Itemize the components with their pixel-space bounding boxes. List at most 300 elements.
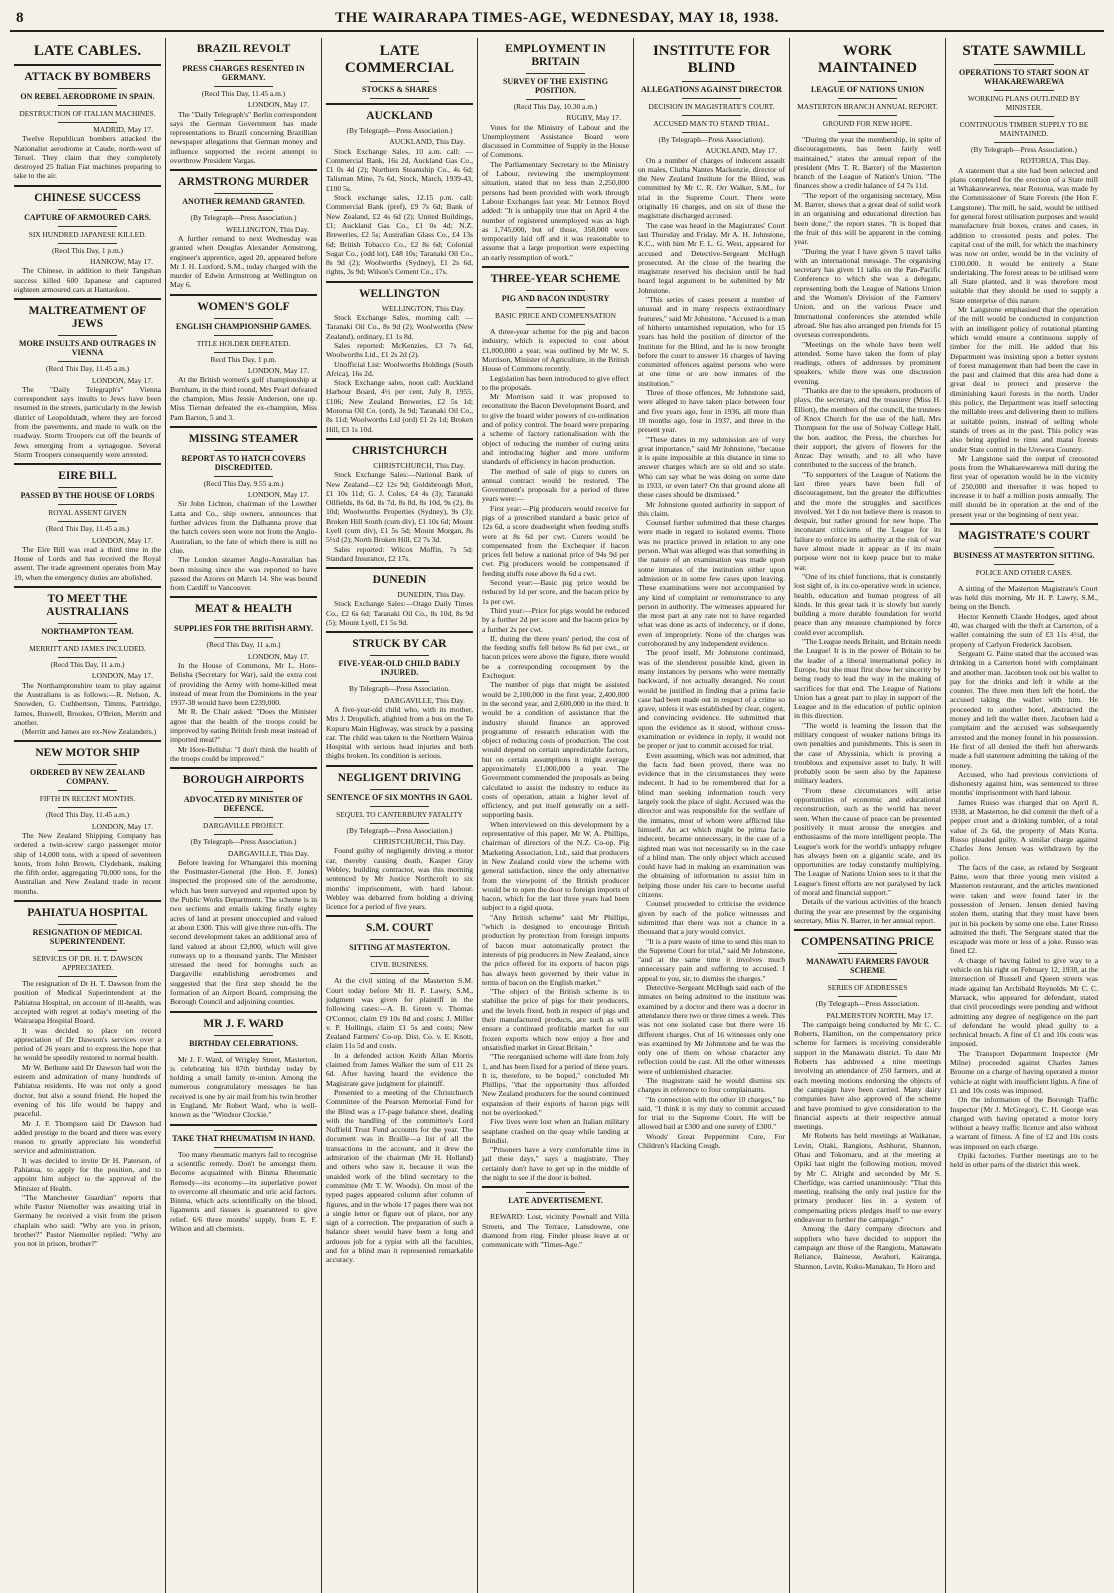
subheadline: STOCKS & SHARES (362, 85, 437, 94)
paragraph: Counsel further submitted that these charges were made in regard to isolated events. There was no practice proved in relation to any one person. What was alleged was that something in the nature of an examination was made upon some inmates of the institution either upon admission or in some few cases upon leaving. These examinations were not accompanied by any kind of complaint or remonstrance to any person in authority. The witnesses appeared for the most part at any rate not to have regarded what was done as acts of indecency, or if done, even of impropriety. None of the charges was corroborated by any independent evidence. (638, 518, 785, 649)
subhead-rule (994, 547, 1053, 548)
dateline: (By Telegraph—Press Association.) (346, 825, 453, 835)
paragraph: Before leaving for Whangarei this morning the Postmaster-General (the Hon. F. Jones) inspected the proposed site of the aerodrome, which has been surveyed and reported upon by the Public Works Department. The scheme is in two sections and entails taking firstly eighty acres of land at present unoccupied and valued at about £300. This will give three run-offs. The second development takes an additional area of land valued at about £2,000, which will give runways up to a thousand yards. The Minister stressed the need for boroughs such as Dargaville establishing aerodromes and suggested that the first step should be the formation of an Airport Board, comprising the Borough Council and adjoining counties. (170, 857, 317, 1007)
paragraph: Second year:—Basic pig price would be reduced by 1d per score, and the bacon price by 1s per cwt. (482, 578, 629, 606)
subhead-rule (214, 86, 273, 87)
paragraph: Detective-Sergeant McHugh said each of the inmates on being admitted to the institute was examined by a doctor and there was a doctor in attendance there two or three times a week. This was not one isolated case but there were 16 different charges. Out of 16 witnesses only one was examined by Mr Johnstone and he was the only one of them on whose character any reflection could be cast. All the other witnesses were of unblemished character. (638, 983, 785, 1076)
headline: STATE SAWMILL (962, 43, 1086, 59)
headline: EMPLOYMENT IN BRITAIN (505, 43, 606, 68)
subhead-rule (994, 116, 1053, 117)
article (326, 43, 473, 99)
placeline: LONDON, May 17. (91, 375, 153, 385)
paragraph: "Any British scheme" said Mr Phillips, "which is designed to encourage British production by protection from foreign imports of bacon must automatically protect the interests of pig producers in New Zealand, since the price offered for its exports of bacon pigs has always been governed by their value in terms of bacon on the English market." (482, 912, 629, 987)
article (326, 915, 473, 1264)
subheadline: DESTRUCTION OF ITALIAN MACHINES. (19, 109, 156, 118)
placeline: LONDON, May 17. (91, 671, 153, 681)
column-5 (634, 38, 790, 1593)
headline: LATE CABLES. (33, 43, 142, 59)
paragraph: On the information of the Borough Traffic Inspector (Mr J. McGregor), C. H. George was charged with having operated a motor lorry without a heavy traffic licence and also without a warrant of fitness. A fine of £2 and 10s costs was imposed on each charge. (950, 1095, 1098, 1151)
paragraph: Votes for the Ministry of Labour and the Unemployment Assistance Board were discussed in Committee of Supply in the House of Commons. (482, 122, 629, 160)
subheadline: MORE INSULTS AND OUTRAGES IN VIENNA (18, 339, 157, 358)
paragraph: "To supporters of the League of Nations the last three years have been full of discouragement, but the greater the difficulties and the more the struggles and sacrifices involved. Yet I do not believe there is reason to despair, but rather ground for new hope. The inconstant criticisms of the League for its failure to enforce its authority at the risk of war have almost made it appear as if its main purpose were not to keep peace but to make war. (794, 469, 941, 572)
subheadline: RESIGNATION OF MEDICAL SUPERINTENDENT. (32, 928, 143, 947)
headline: TO MEET THE AUSTRALIANS (46, 593, 129, 619)
paragraph: Mr W. Bethune said Dr Dawson had won the esteem and admiration of many hundreds of Pahiatua residents. He was not only a good doctor, but also a sound friend. He hoped the evening of his life would be happy and peaceful. (14, 1062, 161, 1119)
subheadline: SENTENCE OF SIX MONTHS IN GAOL (326, 792, 473, 802)
subheadline: TITLE HOLDER DEFEATED. (196, 338, 291, 348)
subheadline: BASIC PRICE AND COMPENSATION (495, 311, 616, 321)
subhead-rule (994, 142, 1053, 143)
subheadline: NORTHAMPTON TEAM. (41, 627, 134, 637)
paragraph: Mr Johnstone quoted authority in support of this claim. (638, 499, 785, 518)
headline: ATTACK BY BOMBERS (24, 71, 151, 83)
subhead-rule (58, 209, 117, 210)
subheadline: SURVEY OF THE EXISTING POSITION. (502, 77, 608, 95)
dateline: (Recd This Day, 11 a.m.) (50, 660, 125, 670)
article-divider (170, 767, 317, 769)
paragraph: Sergeant G. Paine stated that the accused was drinking in a Carterton hotel with complainant and another man. Jacobsen took out his wallet to pay for the drinks and left it while at the counter. The three men then left the hotel, the accused taking the wallet with him. He proceeded to another hotel, abstracted the money and left the wallet there. Jacobsen laid a complaint and the accused was subsequently arrested and the money found in his possession. He first of all denied the theft but afterwards made a full statement admitting the taking of the money. (950, 648, 1098, 770)
subhead-rule (58, 361, 117, 362)
article-divider (170, 1011, 317, 1013)
paragraph: Stock exchange sales, 12.15 p.m. call: Commercial Bank (pref), £9 7s 6d; Bank of New Zealand, £2 4s 6d (2); United Buildings, £1; Auckland Gas Co., £1 0s 4d; N.Z. Breweries, £2 5s; Australian Glass Co., £4 13s 6d; British Tobacco Co., £2 8s 6d; Colonial Sugar Co., (odd lot), £48 10s; Taranaki Oil Co., 8s 9d (2); Woolworths (Sydney), £1 2s 6d, rights, 3s 9d; Wilson's Cement Co., 17s. (326, 193, 473, 277)
paragraph: Too many rheumatic martyrs fail to recognise a scientific remedy. Don't be amongst them. Become acquainted with Binma Rheumatic Remedy—its economy—its superlative power to overcome all rheumatic and uric acid factors. Binma, which acts scientifically on the blood, ligaments and tissues is guaranteed to give relief. 6/6 three months' supply, from E. F. Wilson and all chemists. (170, 1149, 317, 1234)
headline: COMPENSATING PRICE (800, 936, 934, 949)
paragraph: "These dates in my submission are of very great importance," said Mr Johnstone, "because it is quite impossible at this distance in time to answer charges which are so old and so stale. Who can say what he was doing on some date in 1933, or even later? On that ground alone all these cases should be dismissed." (638, 434, 785, 500)
headline: WOMEN'S GOLF (197, 300, 290, 313)
subheadline: ALLEGATIONS AGAINST DIRECTOR (641, 85, 782, 94)
subhead-rule (526, 99, 585, 100)
masthead (10, 8, 1104, 32)
placeline: LONDON, May 17. (247, 100, 309, 110)
paragraph: Three of those offences, Mr Johnstone said, were alleged to have taken place between four and five years ago, four in 1936, all more than 18 months ago, four in 1937, and three in the present year. (638, 388, 785, 435)
paragraph: The magistrate said he would dismiss six charges in reference to four complainants. (638, 1075, 785, 1095)
paragraph: Accused, who had previous convictions of dishonesty against him, was sentenced to three months' imprisonment with hard labour. (950, 769, 1098, 798)
subheadline: SERIES OF ADDRESSES (827, 983, 908, 993)
paragraph: Opiki factories. Further meetings are to be held in other parts of the district this week. (950, 1150, 1098, 1170)
paragraph: Presented to a meeting of the Christchurch Committee of the Pearson Memorial Fund for the Blind was a 17-page balance sheet, dealing with the handling of the committee's Lord Nuffield Trust Fund accounts for the year. The document was in Braille—a list of all the transactions in the account, and it drew the admiration of the chairman (Mr H. Holland) and others who saw it, because it was the unaided work of the blind secretary to the committee (Mr T. W. Woods). On most of the typed pages appeared column after column of figures, and in the whole 17 pages there was not a single letter or figure out of place, nor any sign of a correction. The preparation of such a balance sheet would have been a long and arduous job for a typist with all the faculties, and for a blind man it represented remarkable accuracy. (326, 1087, 473, 1265)
subhead-rule (58, 640, 117, 641)
dateline: (Recd This Day, 11.45 a.m.) (45, 364, 130, 374)
article (170, 169, 317, 289)
article (170, 294, 317, 422)
article (326, 438, 473, 563)
subheadline: TAKE THAT RHEUMATISM IN HAND. (172, 1133, 315, 1143)
subhead-rule (214, 1147, 273, 1148)
subhead-rule (214, 352, 273, 353)
headline: BRAZIL REVOLT (196, 43, 291, 55)
subhead-rule (214, 476, 273, 477)
paragraph: In a defended action Keith Allan Morris claimed from James Walker the sum of £11 2s 6d. After having heard the evidence the Magistrate gave judgment for plaintiff. (326, 1050, 473, 1088)
dateline: (Recd This Day, 1 p.m.) (51, 245, 124, 255)
article (14, 900, 161, 1249)
subhead-rule (58, 88, 117, 89)
paragraph: A charge of having failed to give way to a vehicle on his right on February 12, 1938, at the intersection of Russell and Queen streets was made against Ian Archibald Reynolds. Mr C. C. Marsack, who appeared for defendant, stated that civil proceedings were pending and without admitting any degree of negligence on the part of defendant he would plead guilty to a technical breach. A fine of £1 and 10s costs was imposed. (950, 955, 1098, 1049)
paragraph: Legislation has been introduced to give effect to the proposals. (482, 373, 629, 392)
placeline: WELLINGTON, This Day. (225, 224, 309, 234)
paragraph: The Eire Bill was read a third time in the House of Lords and has received the Royal assent. The trade agreement operates from May 19, when the emergency duties are abolished. (14, 544, 161, 582)
subheadline: REPORT AS TO HATCH COVERS DISCREDITED. (181, 453, 306, 472)
article-divider (482, 266, 629, 268)
article-divider (14, 64, 161, 66)
paragraph: The method of sale of pigs to curers on annual contract would be restored. The Government's proposals for a period of three years were:— (482, 466, 629, 504)
paragraph: Found guilty of negligently driving a motor car, thereby causing death, Kasper Gray Webley, building contractor, was this morning sentenced by Mr Justice Northcroft to six months' imprisonment, with hard labour. Webley was debarred from holding a driving licence for a period of five years. (326, 846, 473, 912)
subhead-rule (838, 979, 897, 980)
article (950, 43, 1098, 519)
paragraph: "During the year the membership, in spite of discouragements, has been fairly well maintained," states the annual report of the president (Mrs T. R. Barrer) of the Masterton branch of the League of Nation's Union. "The finances show a credit balance of £4 7s 11d. (794, 135, 941, 191)
article-divider (170, 596, 317, 598)
headline: NEGLIGENT DRIVING (337, 771, 462, 784)
article-divider (14, 586, 161, 588)
subheadline: SIX HUNDRED JAPANESE KILLED. (28, 229, 147, 239)
column-4 (478, 38, 634, 1593)
subheadline: SEQUEL TO CANTERBURY FATALITY (336, 809, 463, 819)
paragraph: Five lives were lost when an Italian military seaplane crashed on the quay while landing at Brindisi. (482, 1117, 629, 1145)
subhead-rule (214, 1052, 273, 1053)
paragraph: Stock Exchange Sales, 10 a.m. call: —Commercial Bank, 16s 2d, Auckland Gas Co., £1 0s 4d (2); Northern Steamship Co., 4s 6d; Talisman Mine, 7s 6d, Stock, March, 1939-43, £100 5s. (326, 146, 473, 193)
subhead-rule (370, 789, 429, 790)
subhead-rule (682, 115, 741, 116)
article (14, 64, 161, 181)
article (14, 185, 161, 294)
paragraph: Twelve Republican bombers attacked the Nationalist aerodrome at Caude, north-west of Teruel. They claim that they completely destroyed 25 Italian Fiat machines preparing to take to the air. (14, 134, 161, 181)
paragraph: A sitting of the Masterton Magistrate's Court was held this morning, Mr H. P. Lawry, S.M., being on the Bench. (950, 583, 1098, 612)
subhead-rule (370, 973, 429, 974)
paragraph: Mr Hore-Belisha: "I don't think the health of the troops could be improved." (170, 744, 317, 763)
placeline: LONDON, May 17. (247, 490, 309, 500)
paragraph: The resignation of Dr H. T. Dawson from the position of Medical Superintendent at the Pahiatua Hospital, on account of ill-health, was accepted with regret at today's meeting of the Wairarapa Hospital Board. (14, 979, 161, 1026)
subhead-rule (214, 1035, 273, 1036)
dateline: (Recd This Day, 9.55 a.m.) (203, 478, 284, 488)
subhead-rule (370, 655, 429, 656)
placeline: DUNEDIN, This Day. (397, 590, 465, 600)
paragraph: Among the dairy company directors and suppliers who have decided to support the campaign are those of the Rangiotu, Manawatu Reliance, Bainesse, Awahuri, Kairanga, Shannon, Levin, Kuku-Manakau, Te Horo and (794, 1224, 941, 1271)
paragraph: Mr Langstone said the output of creosoted posts from the Whakarewarewa mill during the first year of operation would be in the vicinity of 250,000 and thereafter it was hoped to increase it to half a million posts annually. The mill should be in operation at the end of the present year or the beginning of next year. (950, 453, 1098, 519)
article (326, 631, 473, 760)
paragraph: Hector Kenneth Claude Hodges, aged about 40, was charged with the theft at Carterton, of a wallet containing the sum of £3 11s 4½d, the property of Carlyon Frederick Jacobsen. (950, 611, 1098, 649)
column-7 (946, 38, 1102, 1593)
subhead-rule (214, 60, 273, 61)
article (170, 426, 317, 593)
subhead-rule (838, 132, 897, 133)
subheadline: OPERATIONS TO START SOON AT WHAKAREWAREWA (959, 68, 1089, 86)
subhead-rule (370, 81, 429, 82)
paragraph: REWARD: Lost, vicinity Pownall and Villa Streets, and The Terrace, Lansdowne, one diamond from ring. Finder please leave at or communicate with "Times-Age." (482, 1212, 629, 1250)
paragraph: The Transport Department Inspector (Mr Milne) proceeded against Charles James Broome on a charge of having operated a motor vehicle at night with insufficient lights. A fine of £1 and 10s costs was imposed. (950, 1048, 1098, 1095)
subheadline: PRESS CHARGES RESENTED IN GERMANY. (182, 64, 305, 82)
paragraph: On a number of charges of indecent assault on males, Clutha Nantes Mackenzie, director of the New Zealand Institute for the Blind, was committed by Mr C. R. Orr Walker, S.M., for trial in the Supreme Court. There were originally 16 charges, and on six of these the magistrate discharged accused. (638, 155, 785, 221)
paragraph: "The reorganised scheme will date from July 1, and has been fixed for a period of three years. It is, therefore, to be hoped," concluded Mr Phillips, "that the opportunity thus afforded New Zealand producers for the sound continued expansion of their exports of bacon pigs will not be overlooked." (482, 1052, 629, 1117)
article-divider (14, 740, 161, 742)
article (170, 1124, 317, 1234)
paragraph: Sales reported: McKenzies, £3 7s 6d, Woolworths Ltd., £1 2s 2d (2). (326, 340, 473, 360)
placeline: AUCKLAND, May 17. (705, 146, 777, 156)
article-divider (326, 567, 473, 569)
paragraph: "The world is learning the lesson that the military conquest of weaker nations brings its own penalties and punishments. This is seen in the case of Abyssinia, which is proving a troublous and expensive asset to Italy. It will probably soon be seen also by the Japanese military leaders. (794, 720, 941, 786)
subhead-rule (214, 620, 273, 621)
subheadline: DARGAVILLE PROJECT. (202, 821, 285, 831)
paragraph: The facts of the case, as related by Sergeant Paine, were that three young men visited a Masterton restaurant, and the articles mentioned were taken and were found later in the possession of Jensen. Jensen denied having stolen them, stating that they must have been put in his pockets by some one else. Later Russo admitted the theft. The Sergeant stated that the escapade was more or less of a joke. Russo was fined £2. (950, 862, 1098, 956)
article (14, 298, 161, 459)
subhead-rule (58, 976, 117, 977)
article-divider (14, 185, 161, 187)
headline: MISSING STEAMER (188, 432, 299, 445)
paragraph: At the British women's golf championship at Burnham, in the third round, Mrs Pearl defeated the champion, Miss Jessie Anderson, one up. Miss Tiernan defeated the ex-champion, Miss Pam Barton, 5 and 3. (170, 375, 317, 422)
paragraph: The "Daily Telegraph's" Vienna correspondent says insults to Jews have been resumed in the streets, particularly in the Jewish district of Leopoldstadt, where they are forced from the pavements, and made to walk on the roadway. Storm Troopers cut off the beards of Jews emerging from a synagogue. Several Storm Troopers consequently were arrested. (14, 384, 161, 459)
article (14, 43, 161, 60)
subheadline: GROUND FOR NEW HOPE. (822, 119, 913, 128)
subhead-rule (58, 105, 117, 106)
paragraph: Mr R. De Chair asked: "Does the Minister agree that the health of the troops could be improved by eating British fresh meat instead of imported meat?" (170, 707, 317, 745)
paragraph: Unofficial List: Woolworths Holdings (South Africa), 16s 2d. (326, 359, 473, 378)
placeline: CHRISTCHURCH, This Day. (373, 460, 465, 470)
article (794, 43, 941, 925)
paragraph: "This series of cases present a number of unusual and in many respects extraordinary features," said Mr Johnstone. "Accused is a man of hitherto untarnished reputation, who for 15 years has held the position of director of the Institute for the Blind, and he is now brought before the court to answer 16 charges of having committed offences against persons who were at one time or are now inmates of the institution." (638, 295, 785, 388)
article-divider (482, 1186, 629, 1188)
article-divider (170, 169, 317, 171)
headline: BOROUGH AIRPORTS (182, 774, 305, 787)
paragraph: Stock Exchange Sales:—Otago Daily Times Co., £2 6s 6d; Taranaki Oil Co., 8s 10d, 8s 9d (5); Mount Lyell, £1 5s 9d. (326, 599, 473, 628)
headline: MR J. F. WARD (203, 1017, 284, 1030)
subhead-rule (370, 806, 429, 807)
headline: PAHIATUA HOSPITAL (27, 907, 148, 920)
subheadline: CIVIL BUSINESS. (370, 960, 429, 970)
placeline: AUCKLAND, This Day. (389, 137, 465, 147)
paragraph: The number of pigs that might be assisted would be 2,100,000 in the first year, 2,400,000 in the second year, and 2,600,000 in the third. It would be a condition of assistance that the industry should finance an approved programme of research education with the object of reducing costs of production. The cost would depend on certain unpredictable factors, but on certain assumptions it might average approximately £1,000,000 a year. The Government commended the proposals as being calculated to assist the industry to reduce its costs of operation, attain a higher level of efficiency, and put itself generally on a self-supporting basis. (482, 680, 629, 820)
paragraph: Mr J. F. Thompson said Dr Dawson had added prestige to the board and there was every reason to greatly appreciate his wonderful service and administration. (14, 1118, 161, 1156)
article (638, 43, 785, 1150)
paragraph: James Russo was charged that on April 8, 1938, at Masterton, he did commit the theft of a pepper cruet and a drinking tumbler, of a total value of 2s 6d, the property of Mats Kurta. Russo pleaded guilty. A similar charge against Charles Jens Jensen was withdrawn by the police. (950, 797, 1098, 863)
subhead-rule (526, 307, 585, 308)
subhead-rule (838, 81, 897, 82)
subhead-rule (214, 1130, 273, 1131)
columns (10, 38, 1104, 1593)
headline: ARMSTRONG MURDER (178, 176, 309, 189)
paragraph: A five-year-old child who, with its mother, Mrs J. Dropulich, alighted from a bus on the Te Kopuru Main Highway, was struck by a passing car. The child was taken to the Northern Wairoa Hospital with serious head injuries and both thighs broken. Its condition is serious. (326, 704, 473, 761)
headline: LATE COMMERCIAL (344, 43, 455, 76)
dateline: (By Telegraph—Press Association. (815, 999, 920, 1009)
article (14, 740, 161, 896)
subhead-rule (58, 487, 117, 488)
subheadline: MERRITT AND JAMES INCLUDED. (29, 644, 146, 654)
article (326, 281, 473, 434)
subhead-rule (526, 1209, 585, 1210)
paragraph: Mr Roberts has held meetings at Waikanae, Levin, Otaki, Rangiotu, Ashhurst, Shannon, Ohau and Tokomaru, and at the meeting at Opiki last night the following motion, moved by Mr C. Alright and seconded by Mr S. Cherlidge, was carried unanimously: "That this meeting, realising the only real justice for the primary producer lies in a system of compensating prices pledges itself to use every endeavour to further the campaign." (794, 1131, 941, 1225)
subheadline: ORDERED BY NEW ZEALAND COMPANY. (30, 768, 145, 787)
paragraph: Details of the various activities of the branch during the year are presented by the organising secretary, Miss N. Barrer, in her annual report. (794, 897, 941, 925)
headline: MAGISTRATE'S COURT (958, 529, 1090, 542)
subhead-rule (58, 335, 117, 336)
placeline: DARGAVILLE, This Day. (383, 695, 465, 705)
subhead-rule (370, 681, 429, 682)
subhead-rule (838, 996, 897, 997)
article (482, 43, 629, 262)
subhead-rule (994, 564, 1053, 565)
article (326, 103, 473, 277)
article (170, 1011, 317, 1120)
article-divider (326, 915, 473, 917)
paragraph: The Chinese, in addition to their Tangshan success killed 600 Japanese and captured eighteen armoured cars at Hantaokou. (14, 266, 161, 294)
subheadline: CAPTURE OF ARMOURED CARS. (24, 212, 151, 222)
paragraph: Mr Langstone emphasised that the operation of the mill would be conducted in conjunction with an intelligent policy of rotational planting which would ensure a continuous supply of timber for the mill. He added that his Department was insisting upon a better system of forest management than had been the case in the past and claimed that this area had done a great deal to protect and preserve the diminishing kauri forests in the north. Under this policy, the Department was itself selecting the millable trees and delivering them to millers at suitable points, instead of selling whole stands of trees as in the past. This policy was also being applied to rimu and matai forests under State control in the Urewera Country. (950, 305, 1098, 454)
subheadline: ACCUSED MAN TO STAND TRIAL. (653, 119, 770, 128)
article-divider (170, 294, 317, 296)
article-divider (170, 1124, 317, 1126)
article-divider (326, 281, 473, 283)
subheadline: DECISION IN MAGISTRATE'S COURT. (648, 102, 775, 111)
paragraph: "It is a pure waste of time to send this man to the Supreme Court for trial," said Mr Johnstone, "and at the same time it involves much unnecessary pain and suffering to accused. I appeal to you, sir, to dismiss the charges." (638, 936, 785, 983)
subhead-rule (838, 115, 897, 116)
placeline: DARGAVILLE, This Day. (227, 848, 309, 858)
subhead-rule (58, 790, 117, 791)
subhead-rule (58, 623, 117, 624)
paragraph: "Prisoners have a very comfortable time in jail these days," says a magistrate. They certainly don't have to get up in the middle of the night to see if the door is bolted. (482, 1145, 629, 1183)
subhead-rule (58, 950, 117, 951)
headline: S.M. COURT (365, 922, 433, 935)
headline: MALTREATMENT OF JEWS (28, 305, 147, 331)
dateline: (By Telegraph—Press Association). (658, 135, 765, 144)
headline: INSTITUTE FOR BLIND (652, 43, 771, 76)
subhead-rule (214, 210, 273, 211)
paragraph: (Merritt and James are ex-New Zealanders.) (22, 727, 157, 737)
placeline: RUGBY, May 17. (566, 113, 621, 123)
article-divider (326, 631, 473, 633)
paragraph: Stock Exchange sales, noon call: Auckland Harbour Board, 4½ per cent, July 8, 1955, £106; New Zealand Breweries, £2 5s 1d; Motorua Oil Co. (ord), 3s 9d; Taranaki Oil Co., 8s 11d; Woolworths Ltd (ord) £1 2s 1d; Broken Hill, £3 1s 10d. (326, 378, 473, 434)
subhead-rule (214, 335, 273, 336)
paragraph: Counsel proceeded to criticise the evidence given by each of the police witnesses and submitted that there was not a chance in a thousand that a jury would convict. (638, 899, 785, 937)
subhead-rule (994, 64, 1053, 65)
subhead-rule (58, 243, 117, 244)
dateline: (Recd This Day, 11.45 a.m.) (201, 89, 286, 98)
paragraph: A three-year scheme for the pig and bacon industry, which is expected to cost about £1,000,000 a year, was outlined by Mr W. S. Morrison, Minister of Agriculture, in the British House of Commons recently. (482, 327, 629, 374)
subhead-rule (370, 98, 429, 99)
paragraph: "In connection with the other 10 charges," he said, "I think it is my duty to commit accused for trial to the Supreme Court. He will be allowed bail at £300 and one surety of £300." (638, 1094, 785, 1132)
paragraph: It was decided to invite Dr H. Paterson, of Pahiatua, to apply for the position, and to appoint him subject to the approval of the Minister of Health. (14, 1155, 161, 1193)
paragraph: The New Zealand Shipping Company has ordered a twin-screw cargo passenger motor ship of 14,000 tons, with a speed of seventeen knots, from John Brown, Clydebank, making the fifth order, aggregating 70,000 tons, for the Australian and New Zealand trade in recent months. (14, 830, 161, 896)
subhead-rule (682, 132, 741, 133)
article (482, 1186, 629, 1249)
paragraph: Stock Exchange Sales:—National Bank of New Zealand—£2 12s 9d; Goldsbrough Mort, £1 10s 11d; G. J. Coles, £4 4s (3); Taranaki Oilfields, 8s 6d, 8s 7d, 8s 8d, 8s 10d, 9s (2), 8s 10d; Woolworths Properties (Sydney), 9s (3); Broken Hill South (cum div), £1 10s 6d; Mount Lyell (cum div), £1 5s 5d; Mount Morgan, 8s 5½d (2); North Broken Hill, £2 7s 3d. (326, 470, 473, 545)
subheadline: SITTING AT MASTERTON. (349, 943, 450, 953)
subheadline: LATE ADVERTISEMENT. (508, 1196, 603, 1206)
headline: EIRE BILL (58, 470, 117, 483)
subhead-rule (994, 90, 1053, 91)
paragraph: It was decided to place on record appreciation of Dr Dawson's services over a period of 26 years and to express the hope that he would be speedily restored to normal health. (14, 1025, 161, 1063)
paragraph: The Northamptonshire team to play against the Australians is as follows:—R. Nelson, A. Snowden, G. Cuthbertson, Timms, Partridge, James, Buswell, Brookes, O'Brien, Merritt and another. (14, 680, 161, 727)
article (14, 463, 161, 582)
paragraph: The London steamer Anglo-Australian has been missing since she was reported to have passed the Azores on March 14. She was bound from Cardiff to Vancouver. (170, 555, 317, 593)
article (170, 596, 317, 763)
placeline: LONDON, May 17. (91, 821, 153, 831)
subhead-rule (58, 226, 117, 227)
subhead-rule (214, 834, 273, 835)
subheadline: FIVE-YEAR-OLD CHILD BADLY INJURED. (338, 659, 461, 678)
subheadline: ENGLISH CHAMPIONSHIP GAMES. (175, 321, 312, 331)
paragraph: "The Manchester Guardian" reports that while Pastor Niemoller was awaiting trial in Germany he received a visit from the prison chaplain who said: "Why are you in prison, brother?" Pastor Niemoller replied: "Why are you not in prison, brother?" (14, 1192, 161, 1249)
subhead-rule (214, 791, 273, 792)
article-divider (950, 523, 1098, 525)
subheadline: SUPPLIES FOR THE BRITISH ARMY. (174, 624, 313, 634)
paragraph: A statement that a site had been selected and plans completed for the erection of a State mill at Whakarewarewa, near Rotorua, was made by the Commissioner of State Forests (the Hon F. Langstone). The mill, he said, would be utilised for general forest utilisation purposes and would manufacture fruit boxes, crates and cases, in addition to creosoted posts and poles. The capital cost of the mill, for which the machinery was now on order, would be in the vicinity of £100,000. It would be entirely a State undertaking. The forest areas to be utilised were all State planted, and it was therefore most suitable that they should be used to supply a State enterprise of this nature. (950, 165, 1098, 305)
subhead-rule (526, 324, 585, 325)
subheadline: MANAWATU FARMERS FAVOUR SCHEME (806, 957, 929, 976)
headline: NEW MOTOR SHIP (35, 747, 140, 760)
subheadline: ADVOCATED BY MINISTER OF DEFENCE. (183, 795, 304, 814)
paragraph: "Thanks are due to the speakers, producers of plays, the secretary, and the treasurer (Miss H. Elliott), the members of the council, the trustees of Knox Church for the use of the hall, Mrs Thompson for the use of Solway College Hall, the hon. auditor, the Press, the churches for their support, the givers of flowers for the Anzac Day wreath, and to all who have contributed to the success of the branch. (794, 386, 941, 470)
column-6 (790, 38, 946, 1593)
paragraph: A further remand to next Wednesday was granted when Douglas Alexander Armstrong, engineer's apprentice, aged 20, appeared before Mr J. H. Luxford, S.M., today charged with the murder of Edwin Armstrong at Wellington on May 6. (170, 233, 317, 290)
article (14, 586, 161, 736)
subhead-rule (682, 98, 741, 99)
subhead-rule (58, 764, 117, 765)
dateline: Recd This Day, 1 p.m. (210, 354, 277, 364)
dateline: (Recd This Day, 11 a.m.) (206, 640, 281, 650)
article (794, 929, 941, 1271)
subheadline: PASSED BY THE HOUSE OF LORDS (20, 491, 155, 501)
subhead-rule (58, 924, 117, 925)
placeline: HANKOW, May 17. (90, 257, 153, 267)
placeline: PALMERSTON NORTH, May 17. (826, 1010, 933, 1020)
dateline: (By Telegraph—Press Association.) (190, 837, 297, 847)
subhead-rule (214, 817, 273, 818)
headline: DUNEDIN (372, 574, 427, 587)
subhead-rule (370, 823, 429, 824)
paragraph: Mr Morrison said it was proposed to reconstitute the Bacon Development Board, and to give the board wider powers of co-ordination and of policy control. The board were preparing a scheme of factory rationalisation with the object of reducing the number of curing units and introducing higher and more uniform standards of efficiency in bacon production. (482, 392, 629, 467)
paragraph: At the civil sitting of the Masterton S.M. Court today before Mr H. P. Lawry, S.M., judgment was given for plaintiff in the following cases:—A. B. Green v. Thomas O'Connor, claim £9 10s 8d and costs; J. Miller v. P. Hollings, claim £1 5s and costs; New Zealand Farmers' Co-op. Dist. Co. v. E. Knott, claim 11s 5d and costs. (326, 976, 473, 1051)
paragraph: "During the year I have given 5 travel talks with an international message. The organising secretary has given 11 talks on the Pan-Pacific Conference to which she was a delegate, representing both the League of Nations Union and the Women's Division of the Farmers' Union, and on the various Peace and International conferences she attended while abroad. She has also arranged pen friends for 15 overseas correspondents. (794, 246, 941, 340)
subheadline: BIRTHDAY CELEBRATIONS. (189, 1038, 298, 1048)
subheadline: BUSINESS AT MASTERTON SITTING. (953, 550, 1095, 560)
subhead-rule (214, 193, 273, 194)
paragraph: Woods' Great Peppermint Cure, For Children's Hacking Cough. (638, 1131, 785, 1151)
headline: MEAT & HEALTH (195, 603, 292, 616)
paragraph: Third year:—Price for pigs would be reduced by a further 2d per score and the bacon price by a further 2s per cwt. (482, 605, 629, 634)
placeline: LONDON, May 17. (247, 366, 309, 376)
subhead-rule (370, 939, 429, 940)
paragraph: Sales reported: Wilcox Moffin, 7s 5d; Standard Insurance, £2 17s. (326, 544, 473, 563)
article-divider (14, 463, 161, 465)
subhead-rule (58, 122, 117, 123)
subhead-rule (214, 637, 273, 638)
dateline: (Recd This Day, 11.45 a.m.) (45, 810, 130, 820)
article (170, 767, 317, 1006)
paragraph: In the House of Commons, Mr L. Hore-Belisha (Secretary for War), said the extra cost of providing the Army with home-killed meat instead of meat from the Dominions in the year 1937-38 would have been £239,000. (170, 660, 317, 708)
paragraph: Stock Exchange Sales, morning call: —Taranaki Oil Co., 8s 9d (2); Woolworths (New Zealand), ordinary, £1 1s 8d. (326, 313, 473, 341)
paragraph: First year:—Pig producers would receive for pigs of a prescribed standard a basic price of 12s 6d, a score deadweight when feeding stuffs were at 8s 6d per cwt. Curers would be compensated from the Exchequer if bacon prices fell below a national price of 94s 9d per cwt. Pig producers would be compensated if feeding stuffs rose above 8s 6d a cwt. (482, 503, 629, 578)
paragraph: "From these circumstances will arise opportunities of economic and educational reconstruction, such as the world has never seen. When the cause of peace can be presented positively it must arouse the energies and enthusiasms of the more intelligent people. The League's work for the world's unhappy refugee has always been on a gigantic scale, and its opportunities are today constantly multiplying. The League of Nations Union sees to it that the League's finest efforts are not paralysed by lack of moral and financial support." (794, 785, 941, 898)
article-divider (326, 438, 473, 440)
article (170, 43, 317, 165)
article (482, 266, 629, 1182)
article (950, 523, 1098, 1170)
subhead-rule (58, 521, 117, 522)
subhead-rule (58, 807, 117, 808)
subhead-rule (214, 450, 273, 451)
article-divider (170, 426, 317, 428)
subhead-rule (994, 581, 1053, 582)
placeline: LONDON, May 17. (247, 651, 309, 661)
article-divider (14, 298, 161, 300)
paragraph: The campaign being conducted by Mr C. C. Roberts, Hamilton, on the compensatory price scheme for farmers is receiving considerable support in the Manawatu district. To date Mr Roberts has addressed a nine meetings involving an attendance of 250 farmers, and at each meeting motions endorsing the objects of the campaign have been carried. Many dairy companies have also approved of the scheme and have promised to give consideration to the financial aspects at their respective annual meetings. (794, 1019, 941, 1132)
dateline: (By Telegraph—Press Association.) (346, 126, 453, 135)
paragraph: "The object of the British scheme is to stabilise the price of pigs for their producers, and the levels fixed, both in respect of pigs and their manufactured products, are such as will ensure a continued profitable market for our frozen exports which now enjoy a free and unsatisfied market in Great Britain." (482, 987, 629, 1052)
subhead-rule (526, 73, 585, 74)
subheadline: ANOTHER REMAND GRANTED. (182, 197, 305, 207)
column-1 (10, 38, 166, 1593)
headline: THREE-YEAR SCHEME (490, 273, 621, 286)
headline: WELLINGTON (359, 287, 440, 300)
subhead-rule (838, 98, 897, 99)
column-3 (322, 38, 478, 1593)
